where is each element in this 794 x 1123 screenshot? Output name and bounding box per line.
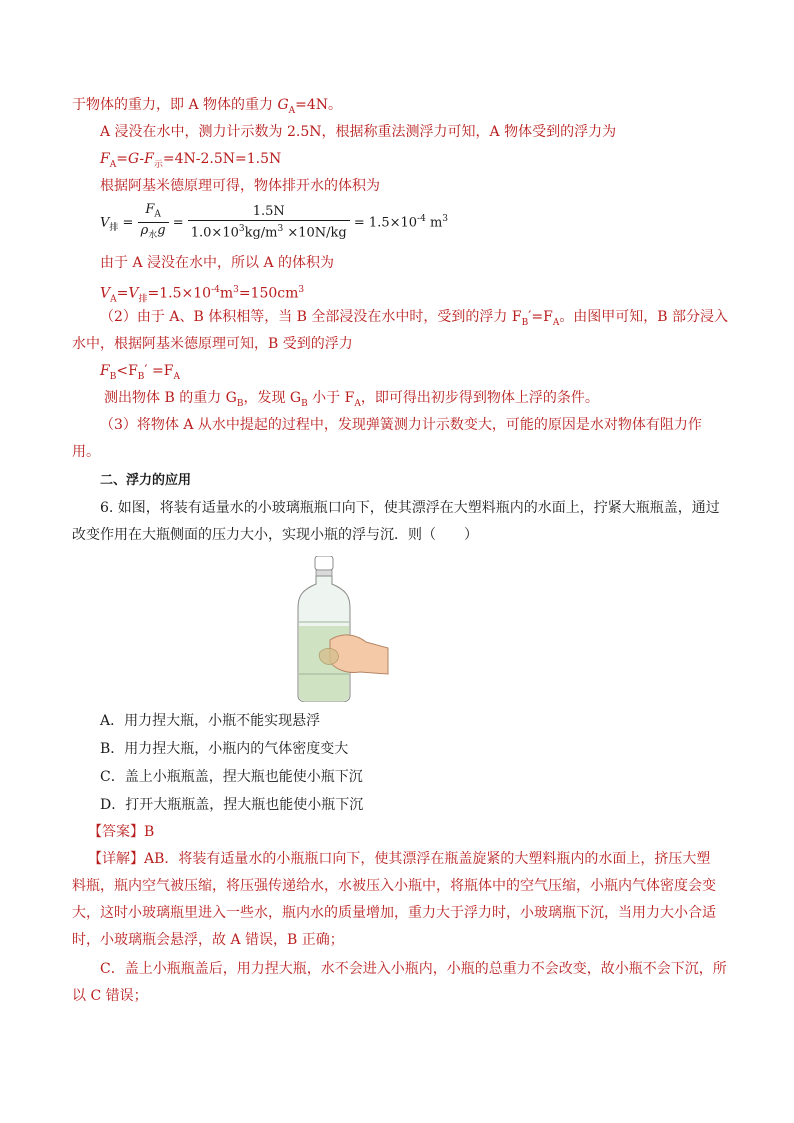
subscript: A (109, 159, 117, 170)
subscript: B (109, 371, 117, 382)
subscript: B (236, 398, 244, 409)
explanation-line (104, 388, 599, 414)
superscript: 3 (298, 285, 305, 295)
formula-line (100, 280, 304, 309)
detail-label: 【详解】 (88, 851, 144, 867)
superscript: 3 (238, 224, 245, 235)
text: 小于 F (307, 390, 355, 406)
text: =4N-2.5N=1.5N (162, 151, 282, 167)
detail-line: 以 C 错误； (72, 988, 148, 1004)
detail-line (88, 849, 710, 869)
text: =150cm (238, 285, 299, 302)
section-heading: 二、浮力的应用 (100, 473, 192, 488)
text: G (277, 97, 289, 113)
fraction (138, 202, 169, 244)
subscript: A (354, 398, 361, 409)
text: ′=F (528, 309, 553, 325)
text: （2）由于 A、B 体积相等，当 B 全部浸没在水中时，受到的浮力 F (100, 309, 522, 325)
text: 水中，根据阿基米德原理可知，B 受到的浮力 (72, 336, 353, 352)
subscript: 排 (109, 222, 119, 233)
text: V (100, 215, 110, 231)
explanation-line (100, 176, 380, 196)
option-c[interactable]: C．盖上小瓶瓶盖，捏大瓶也能使小瓶下沉 (100, 769, 363, 785)
text: 用。 (72, 444, 100, 460)
text: ，即可得出初步得到物体上浮的条件。 (360, 390, 599, 406)
text: =G-F (116, 151, 154, 167)
explanation-line (100, 253, 334, 273)
subscript: 水 (148, 230, 158, 241)
option-d[interactable]: D．打开大瓶瓶盖，捏大瓶也能使小瓶下沉 (100, 797, 364, 813)
text: m (219, 285, 234, 302)
text: =V (116, 285, 139, 302)
text: 。由图甲可知，B 部分浸入 (559, 309, 729, 325)
text: =4N。 (295, 97, 343, 113)
volume-formula: $V_排$ = $\frac{F_A}{\rho_水g}$ = $\frac{1.5N}{1.0\times 10^3kg/m^3 \times 10N/kg}$ = $1.5\times 10^{-4}$ $m^3$ (100, 201, 448, 246)
explanation-line (72, 334, 353, 354)
question-text: 6. 如图，将装有适量水的小玻璃瓶瓶口向下，使其漂浮在大塑料瓶内的水面上，拧紧大瓶瓶盖，通过 (100, 500, 720, 516)
question-text: 改变作用在大瓶侧面的压力大小，实现小瓶的浮与沉．则（ ） (72, 527, 478, 543)
text: ×10N/kg (283, 225, 347, 241)
text: 测出物体 B 的重力 G (104, 390, 237, 406)
text: =1.5×10 (147, 285, 212, 302)
detail-line: 时，小玻璃瓶会悬浮，故 A 错误，B 正确； (72, 932, 344, 948)
text: A 浸没在水中，测力计示数为 2.5N，根据称重法测浮力可知，A 物体受到的浮力为 (100, 124, 617, 140)
detail-line: C．盖上小瓶瓶盖后，用力捏大瓶，水不会进入小瓶内，小瓶的总重力不会改变，故小瓶不会下沉，所 (100, 961, 727, 977)
subscript: A (110, 294, 117, 305)
subscript: B (301, 398, 308, 409)
explanation-line (72, 95, 342, 121)
explanation-line (100, 122, 616, 142)
text: = 1.5×10 (353, 215, 418, 231)
subscript: 示 (153, 159, 163, 170)
superscript: 3 (277, 224, 284, 235)
text: ，发现 G (243, 390, 302, 406)
answer-value: B (144, 824, 155, 840)
answer-line (88, 822, 154, 842)
fraction (188, 204, 350, 241)
subscript: A (288, 105, 296, 116)
answer-label: 【答案】 (88, 824, 144, 840)
subscript: B (137, 371, 145, 382)
subscript: 排 (138, 294, 148, 305)
subscript: A (154, 209, 161, 220)
subscript: A (552, 317, 560, 328)
text: F (100, 151, 110, 167)
superscript: -4 (211, 285, 220, 295)
text: m (425, 215, 443, 231)
explanation-line (100, 415, 702, 435)
text: ρ (140, 223, 149, 239)
text: 1.0×10 (190, 225, 239, 241)
text: <F (116, 363, 138, 379)
option-b[interactable]: B．用力捏大瓶，小瓶内的气体密度变大 (100, 741, 349, 757)
option-a[interactable]: A．用力捏大瓶，小瓶不能实现悬浮 (100, 713, 321, 729)
text: V (100, 285, 111, 302)
text: 于物体的重力，即 A 物体的重力 (72, 97, 278, 113)
text: kg/m (244, 225, 278, 241)
superscript: -4 (417, 214, 426, 224)
formula-line (100, 361, 180, 387)
formula-line (100, 149, 281, 175)
text: 根据阿基米德原理可得，物体排开水的体积为 (100, 178, 380, 194)
text: F (100, 363, 110, 379)
detail-line: 大，这时小玻璃瓶里进入一些水，瓶内水的质量增加，重力大于浮力时，小玻璃瓶下沉，当用力大小合适 (72, 905, 716, 921)
text: 由于 A 浸没在水中，所以 A 的体积为 (100, 255, 335, 271)
text: ′ =F (144, 363, 174, 379)
subscript: A (173, 371, 180, 382)
bottle-squeezed-by-hand-icon (290, 556, 390, 702)
text: F (145, 201, 155, 217)
text: （3）将物体 A 从水中提起的过程中，发现弹簧测力计示数变大，可能的原因是水对物体有阻力作 (100, 417, 702, 433)
explanation-line (72, 442, 100, 462)
detail-line: 料瓶，瓶内空气被压缩，将压强传递给水，水被压入小瓶中，将瓶体中的空气压缩，小瓶内气体密度会变 (72, 878, 716, 894)
text: AB．将装有适量水的小瓶瓶口向下，使其漂浮在瓶盖旋紧的大塑料瓶内的水面上，挤压大塑 (144, 851, 711, 867)
explanation-line (100, 307, 728, 333)
numerator: 1.5N (188, 204, 350, 221)
text: g (157, 223, 166, 239)
superscript: 3 (442, 214, 449, 224)
superscript: 3 (233, 285, 239, 295)
subscript: B (521, 317, 529, 328)
